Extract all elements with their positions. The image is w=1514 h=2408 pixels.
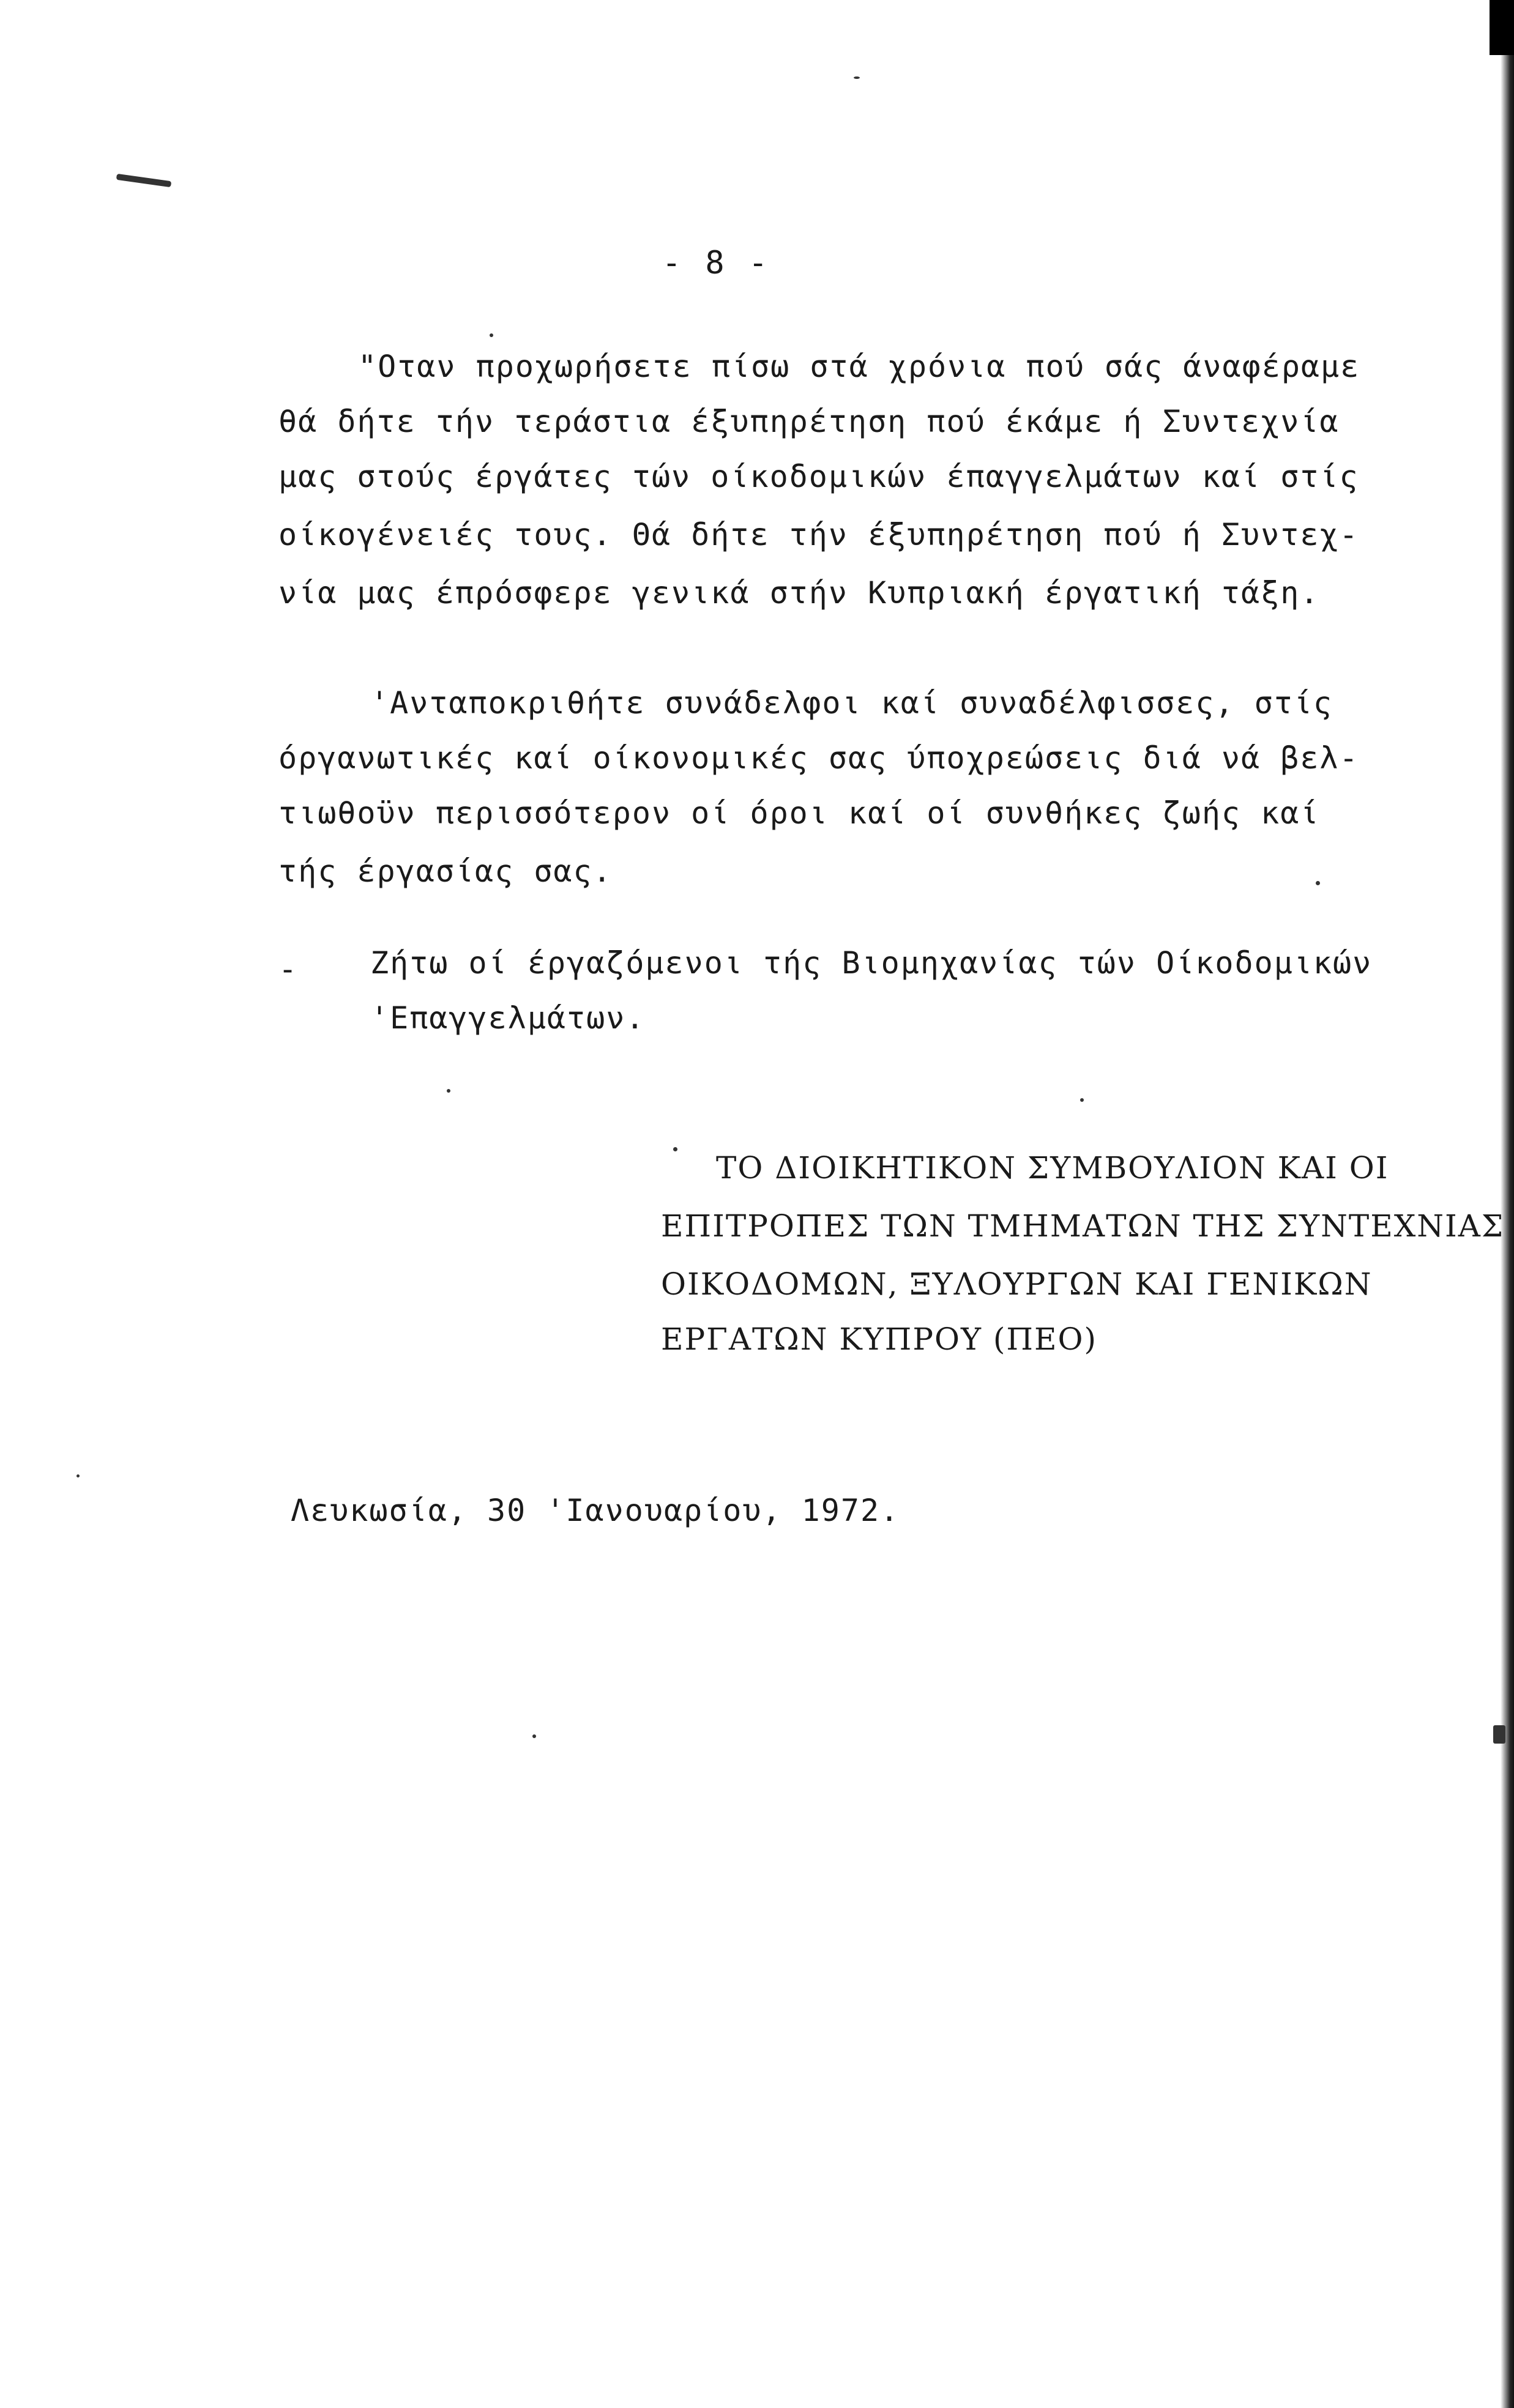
scan-speck [1316, 881, 1320, 885]
signature-line: ΟΙΚΟΔΟΜΩΝ, ΞΥΛΟΥΡΓΩΝ ΚΑΙ ΓΕΝΙΚΩΝ [661, 1266, 1373, 1302]
scan-speck [1493, 1725, 1505, 1744]
scan-speck [1080, 1098, 1084, 1102]
page-edge-shadow [1501, 0, 1514, 2408]
scan-speck [673, 1147, 677, 1151]
scan-speck [447, 1089, 450, 1093]
paragraph-line: μας στούς έργάτες τών οίκοδομικών έπαγγελμάτων καί στίς [278, 459, 1359, 494]
paragraph-line: θά δήτε τήν τεράστια έξυπηρέτηση πού έκάμε ή Συντεχνία [278, 404, 1340, 439]
date-line: Λευκωσία, 30 'Ιανουαρίου, 1972. [291, 1493, 900, 1528]
signature-line: ΕΠΙΤΡΟΠΕΣ ΤΩΝ ΤΜΗΜΑΤΩΝ ΤΗΣ ΣΥΝΤΕΧΝΙΑΣ [661, 1208, 1505, 1244]
scan-speck [854, 76, 860, 79]
paragraph-line: νία μας έπρόσφερε γενικά στήν Κυπριακή έργατική τάξη. [278, 575, 1320, 611]
paragraph-line: 'Ανταποκριθήτε συνάδελφοι καί συναδέλφισσες, στίς [370, 685, 1333, 721]
paragraph-line: όργανωτικές καί οίκονομικές σας ύποχρεώσεις διά νά βελ- [278, 740, 1359, 776]
signature-line: ΤΟ ΔΙΟΙΚΗΤΙΚΟΝ ΣΥΜΒΟΥΛΙΟΝ ΚΑΙ ΟΙ [716, 1150, 1389, 1186]
page-corner-mark [1490, 0, 1514, 55]
scan-speck [76, 1474, 80, 1477]
signature-line: ΕΡΓΑΤΩΝ ΚΥΠΡΟΥ (ΠΕΟ) [661, 1321, 1097, 1357]
slogan-dash: - [278, 951, 297, 987]
scan-speck [532, 1734, 536, 1738]
scan-speck [116, 174, 172, 187]
paragraph-line: τής έργασίας σας. [278, 853, 613, 889]
slogan-line: 'Επαγγελμάτων. [370, 1000, 646, 1036]
scan-speck [490, 333, 493, 337]
slogan-line: Ζήτω οί έργαζόμενοι τής Βιομηχανίας τών Οίκοδομικών [370, 945, 1373, 981]
paragraph-line: οίκογένειές τους. Θά δήτε τήν έξυπηρέτηση πού ή Συντεχ- [278, 517, 1359, 552]
page-number: - 8 - [662, 245, 770, 281]
paragraph-line: "Οταν προχωρήσετε πίσω στά χρόνια πού σάς άναφέραμε [358, 349, 1360, 384]
paragraph-line: τιωθοϋν περισσότερον οί όροι καί οί συνθήκες ζωής καί [278, 795, 1320, 831]
